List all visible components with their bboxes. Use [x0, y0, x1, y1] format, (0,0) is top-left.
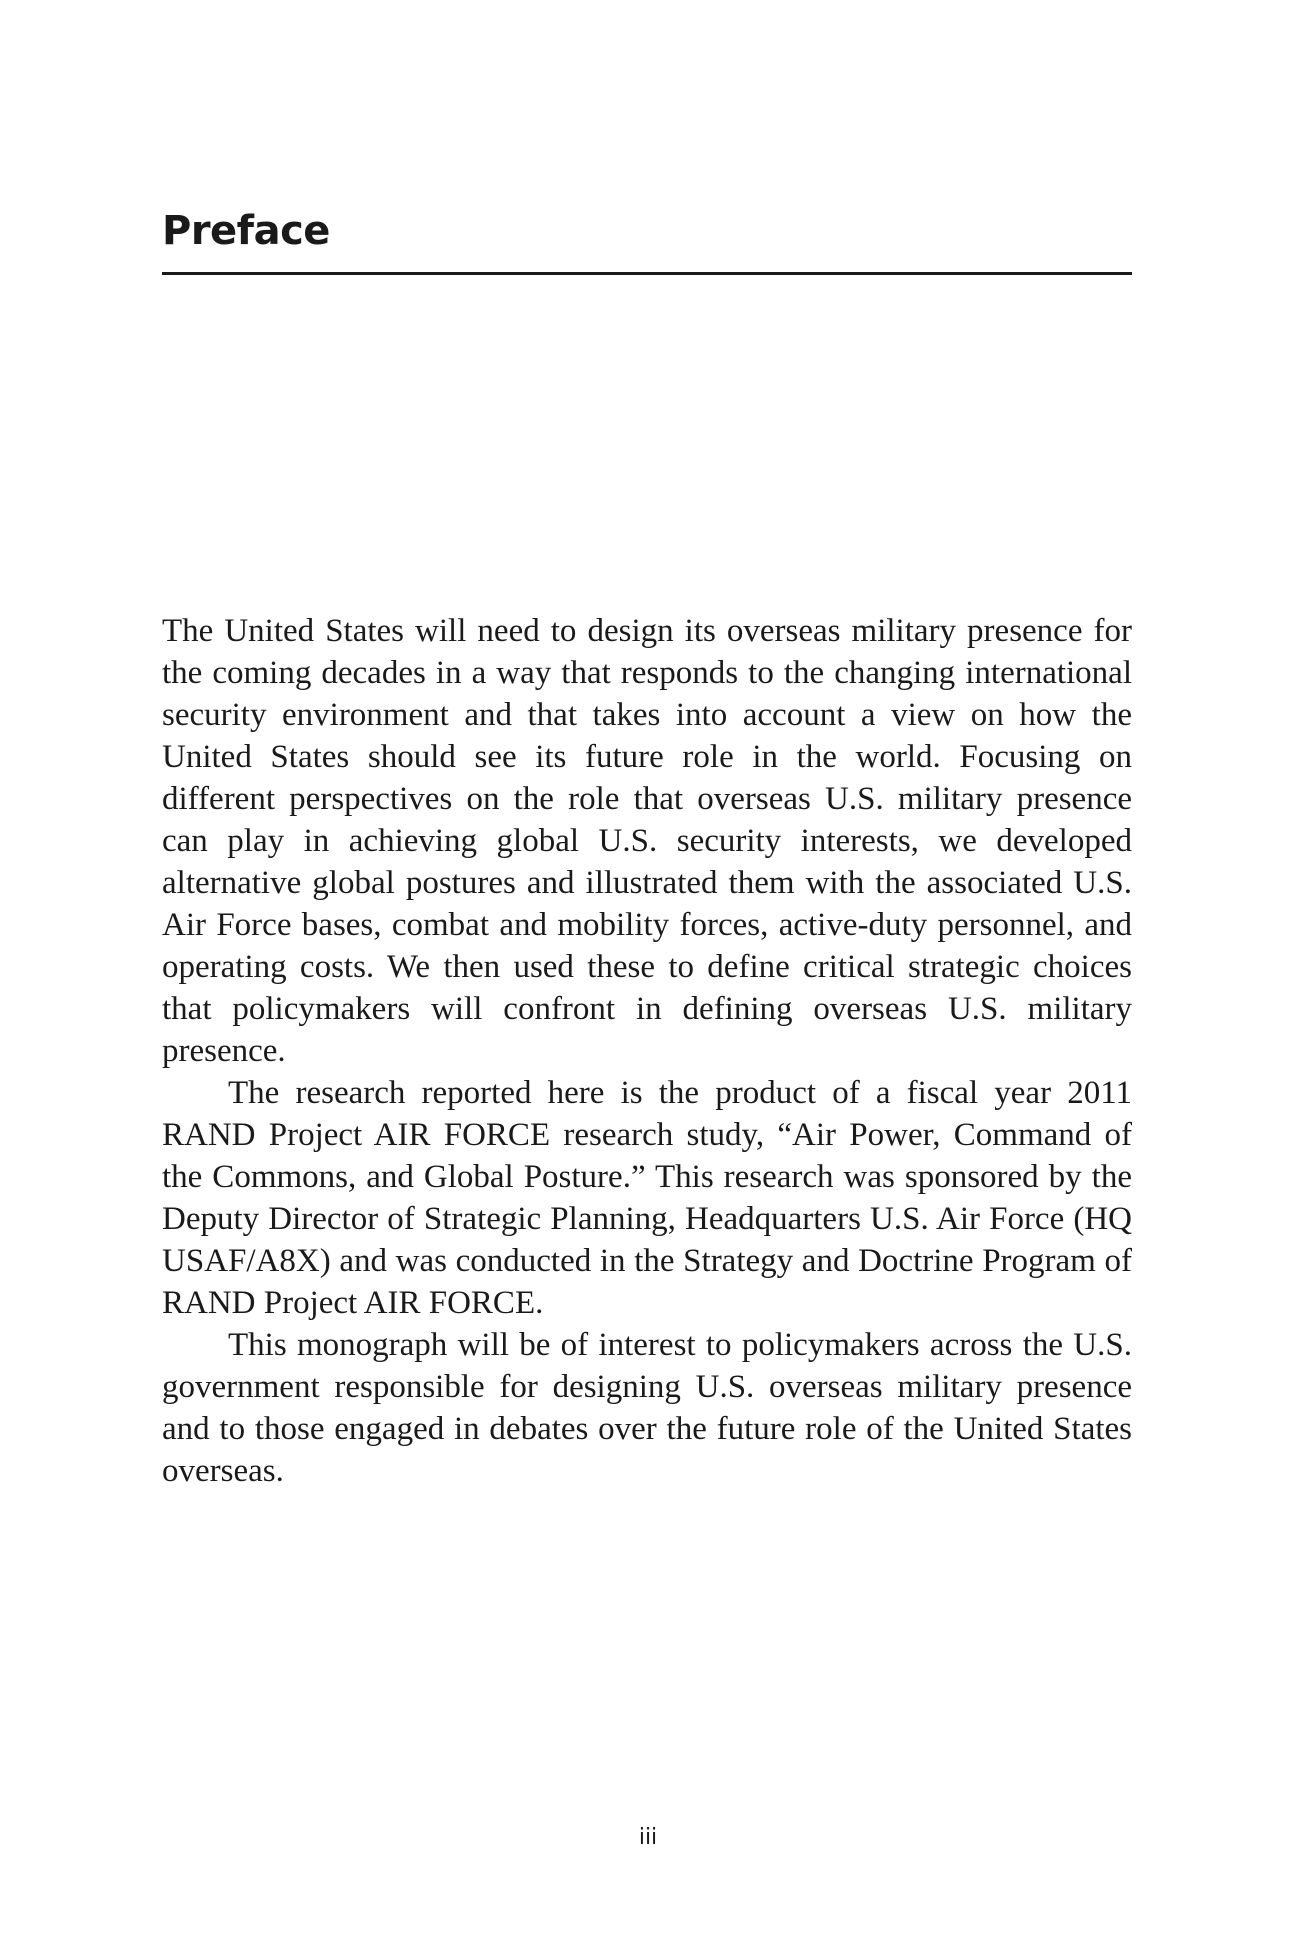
paragraph: The research reported here is the product of a fiscal year 2011 RAND Project AIR FORCE research study, “Air Power, Command of the Commons, and Global Posture.” This research was sponsored by the Deputy Director of Strategic Planning, Headquarters U.S. Air Force (HQ USAF/A8X) and was conducted in the Strategy and Doctrine Program of RAND Project AIR FORCE. — [162, 1075, 1132, 1321]
page-number: iii — [638, 1825, 658, 1850]
body-text — [162, 610, 1132, 1492]
page-title: Preface — [162, 208, 330, 254]
paragraph: This monograph will be of interest to policymakers across the U.S. government responsible for designing U.S. overseas military presence and to those engaged in debates over the future role of the United States overseas. — [162, 1327, 1132, 1489]
title-rule — [162, 272, 1132, 275]
paragraph: The United States will need to design its overseas military presence for the coming decades in a way that responds to the changing international security environment and that takes into account a view on how the United States should see its future role in the world. Focusing on different perspectives on the role that overseas U.S. military presence can play in achieving global U.S. security interests, we developed alternative global postures and illustrated them with the associated U.S. Air Force bases, combat and mobility forces, active-duty personnel, and operating costs. We then used these to define critical strategic choices that policymakers will confront in defining overseas U.S. military presence. — [162, 613, 1132, 1069]
